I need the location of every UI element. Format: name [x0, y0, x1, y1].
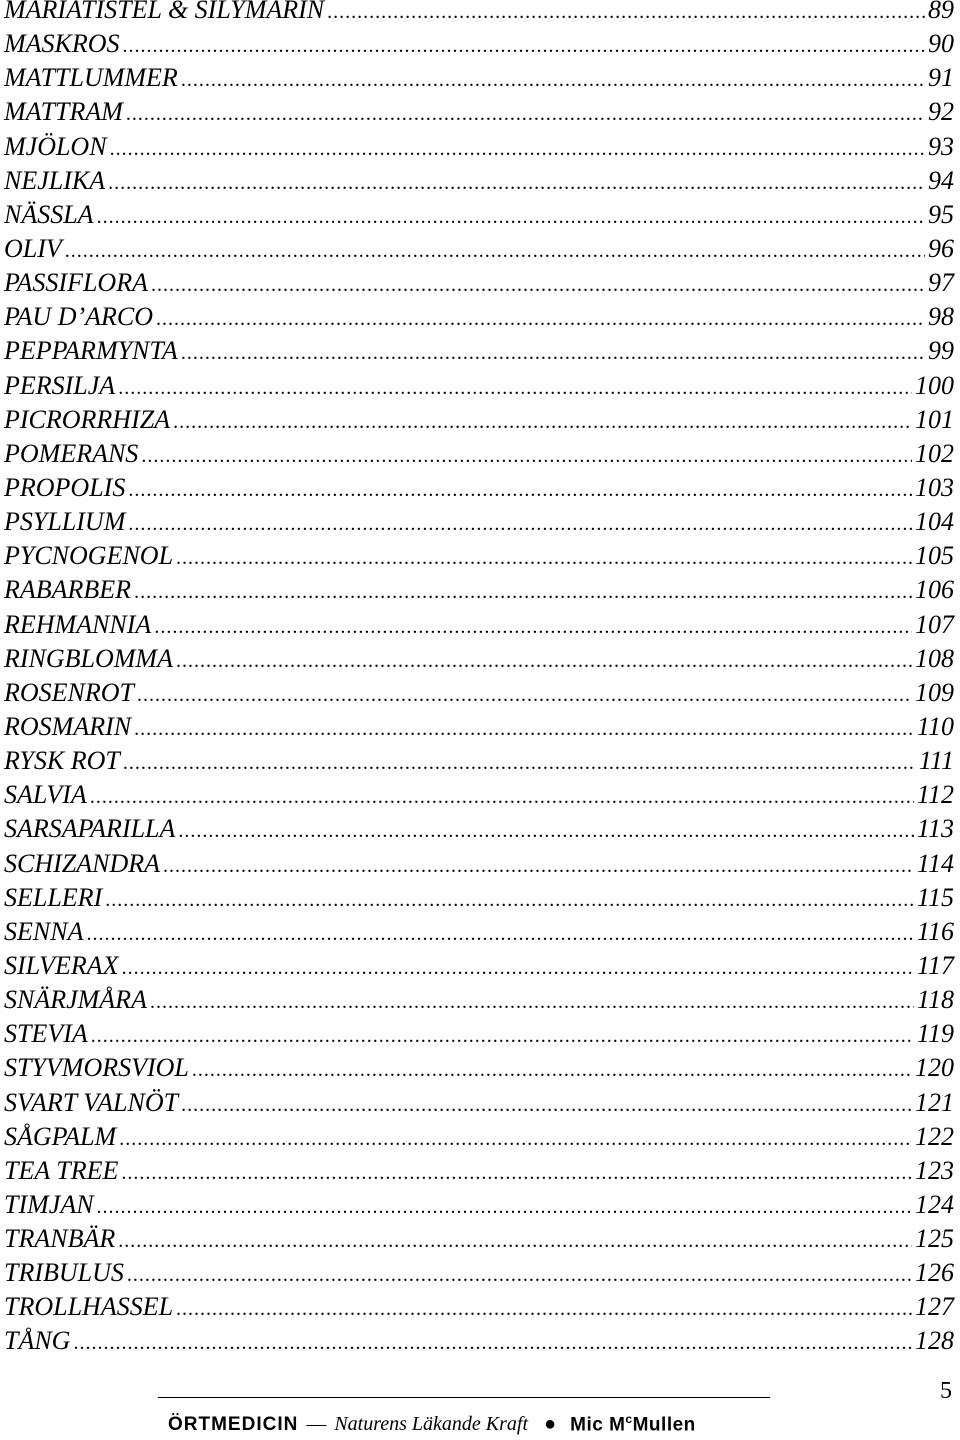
- toc-leader-dots: [151, 268, 925, 302]
- toc-entry-page: 112: [916, 780, 954, 810]
- toc-entry-page: 106: [915, 575, 954, 605]
- toc-entry: [4, 778, 954, 812]
- toc-entry-page: 119: [916, 1019, 954, 1049]
- toc-entry-title: RINGBLOMMA: [4, 643, 173, 673]
- toc-entry-title: SNÄRJMÅRA: [4, 985, 147, 1015]
- toc-entry-title: SÅGPALM: [4, 1121, 117, 1151]
- toc-entry: [4, 95, 954, 129]
- toc-entry-page: 128: [915, 1326, 954, 1356]
- toc-leader-dots: [105, 883, 914, 917]
- toc-entry: [4, 642, 954, 676]
- toc-leader-dots: [127, 1258, 912, 1292]
- toc-leader-dots: [156, 302, 925, 336]
- toc-leader-dots: [134, 575, 912, 609]
- toc-entry-title: TIMJAN: [4, 1189, 94, 1219]
- toc-entry-title: REHMANNIA: [4, 609, 152, 639]
- toc-entry-page: 125: [915, 1224, 954, 1254]
- toc-entry-page: 102: [915, 438, 954, 468]
- toc-entry-title: MARIATISTEL & SILYMARIN: [4, 0, 325, 24]
- footer-dash: —: [306, 1413, 327, 1436]
- toc-entry-title: ROSENROT: [4, 677, 134, 707]
- toc-leader-dots: [121, 1156, 912, 1190]
- toc-entry: [4, 1256, 954, 1290]
- toc-entry-page: 111: [918, 746, 954, 776]
- toc-leader-dots: [137, 678, 912, 712]
- toc-entry: [4, 1290, 954, 1324]
- toc-entry-page: 109: [915, 677, 954, 707]
- toc-entry-title: MJÖLON: [4, 131, 107, 161]
- toc-leader-dots: [181, 336, 925, 370]
- toc-leader-dots: [73, 1326, 912, 1360]
- toc-entry: [4, 949, 954, 983]
- toc-entry: [4, 1154, 954, 1188]
- toc-leader-dots: [176, 644, 912, 678]
- toc-entry-page: 123: [915, 1155, 954, 1185]
- toc-entry-title: SILVERAX: [4, 950, 119, 980]
- toc-entry-page: 120: [915, 1053, 954, 1083]
- toc-entry-page: 89: [928, 0, 954, 24]
- toc-entry-title: MASKROS: [4, 29, 120, 59]
- footer-author: [570, 1404, 696, 1440]
- toc-entry-page: 94: [928, 165, 954, 195]
- toc-entry: [4, 847, 954, 881]
- toc-entry: [4, 130, 954, 164]
- toc-entry: [4, 232, 954, 266]
- toc-entry-page: 107: [915, 609, 954, 639]
- toc-leader-dots: [134, 712, 914, 746]
- toc-entry: [4, 471, 954, 505]
- toc-entry-page: 126: [915, 1258, 954, 1288]
- toc-entry-title: PERSILJA: [4, 370, 116, 400]
- toc-entry: [4, 1051, 954, 1085]
- toc-leader-dots: [118, 1224, 912, 1258]
- toc-leader-dots: [118, 371, 912, 405]
- toc-entry-title: TRANBÄR: [4, 1224, 116, 1254]
- toc-entry: [4, 710, 954, 744]
- toc-entry: [4, 1188, 954, 1222]
- page-number: 5: [940, 1378, 952, 1404]
- toc-leader-dots: [123, 746, 916, 780]
- toc-entry-page: 99: [928, 336, 954, 366]
- toc-entry-title: NEJLIKA: [4, 165, 106, 195]
- toc-leader-dots: [192, 1053, 912, 1087]
- footer-divider: [158, 1397, 770, 1398]
- toc-leader-dots: [327, 0, 925, 29]
- toc-leader-dots: [119, 1122, 912, 1156]
- toc-leader-dots: [126, 97, 925, 131]
- toc-entry-page: 124: [915, 1189, 954, 1219]
- toc-entry: [4, 334, 954, 368]
- toc-leader-dots: [110, 132, 925, 166]
- toc-leader-dots: [181, 1088, 912, 1122]
- toc-entry-title: ROSMARIN: [4, 711, 132, 741]
- toc-leader-dots: [128, 507, 912, 541]
- toc-entry-page: 91: [928, 63, 954, 93]
- toc-leader-dots: [178, 814, 914, 848]
- toc-leader-dots: [90, 780, 914, 814]
- toc-entry: [4, 369, 954, 403]
- toc-entry: [4, 403, 954, 437]
- toc-leader-dots: [108, 166, 925, 200]
- toc-entry: [4, 1086, 954, 1120]
- toc-entry: [4, 812, 954, 846]
- toc-entry-page: 93: [928, 131, 954, 161]
- toc-entry-page: 117: [916, 950, 954, 980]
- toc-entry-title: MATTRAM: [4, 97, 123, 127]
- toc-entry: [4, 1120, 954, 1154]
- toc-entry-page: 105: [915, 541, 954, 571]
- toc-leader-dots: [173, 405, 912, 439]
- toc-leader-dots: [150, 985, 914, 1019]
- toc-entry: [4, 915, 954, 949]
- toc-entry-title: STYVMORSVIOL: [4, 1053, 189, 1083]
- toc-entry-title: SCHIZANDRA: [4, 848, 160, 878]
- toc-leader-dots: [176, 1292, 912, 1326]
- toc-entry: [4, 300, 954, 334]
- toc-leader-dots: [123, 29, 925, 63]
- toc-entry-page: 104: [915, 507, 954, 537]
- footer-brand: ÖRTMEDICIN: [168, 1414, 299, 1436]
- toc-entry: [4, 676, 954, 710]
- author-name-superscript: c: [625, 1412, 633, 1426]
- toc-entry-title: PICRORRHIZA: [4, 404, 171, 434]
- toc-entry-page: 116: [916, 916, 954, 946]
- toc-entry-page: 96: [928, 233, 954, 263]
- author-name-suffix: Mullen: [632, 1414, 696, 1436]
- toc-entry-title: SENNA: [4, 916, 84, 946]
- toc-entry: [4, 573, 954, 607]
- toc-entry-title: SVART VALNÖT: [4, 1087, 179, 1117]
- toc-entry-title: RYSK ROT: [4, 746, 120, 776]
- toc-entry: [4, 983, 954, 1017]
- footer-bullet-icon: ●: [544, 1413, 557, 1436]
- toc-entry: [4, 61, 954, 95]
- toc-entry: [4, 881, 954, 915]
- toc-entry-title: TÅNG: [4, 1326, 71, 1356]
- toc-entry: [4, 505, 954, 539]
- toc-entry-page: 118: [916, 985, 954, 1015]
- toc-leader-dots: [141, 439, 912, 473]
- toc-entry: [4, 1222, 954, 1256]
- toc-entry-title: SELLERI: [4, 882, 103, 912]
- toc-entry: [4, 437, 954, 471]
- toc-entry-page: 101: [915, 404, 954, 434]
- toc-entry-page: 108: [915, 643, 954, 673]
- toc-leader-dots: [86, 917, 913, 951]
- toc-entry-title: PSYLLIUM: [4, 507, 126, 537]
- toc-entry-title: TEA TREE: [4, 1155, 119, 1185]
- toc-entry-title: RABARBER: [4, 575, 132, 605]
- toc-entry: [4, 0, 954, 27]
- toc-entry-title: PROPOLIS: [4, 472, 126, 502]
- toc-entry-page: 103: [915, 472, 954, 502]
- toc-entry-title: SARSAPARILLA: [4, 814, 176, 844]
- toc-entry-page: 113: [916, 814, 954, 844]
- toc-entry-title: PYCNOGENOL: [4, 541, 174, 571]
- toc-leader-dots: [176, 541, 912, 575]
- toc-entry-page: 100: [915, 370, 954, 400]
- toc-leader-dots: [154, 610, 912, 644]
- toc-leader-dots: [163, 849, 914, 883]
- toc-entry: [4, 608, 954, 642]
- toc-entry: [4, 539, 954, 573]
- toc-entry-title: MATTLUMMER: [4, 63, 178, 93]
- toc-entry-page: 115: [916, 882, 954, 912]
- toc-leader-dots: [128, 473, 912, 507]
- toc-leader-dots: [181, 63, 925, 97]
- toc-entry: [4, 27, 954, 61]
- toc-entry: [4, 1324, 954, 1358]
- toc-entry-title: STEVIA: [4, 1019, 88, 1049]
- toc-entry-title: PASSIFLORA: [4, 268, 148, 298]
- toc-entry-title: SALVIA: [4, 780, 87, 810]
- toc-entry-title: POMERANS: [4, 438, 139, 468]
- toc-entry-page: 110: [916, 711, 954, 741]
- toc-entry: [4, 164, 954, 198]
- toc-entry-page: 127: [915, 1292, 954, 1322]
- toc-entry-page: 97: [928, 268, 954, 298]
- toc-entry-page: 98: [928, 302, 954, 332]
- author-name-prefix: Mic M: [570, 1414, 626, 1436]
- toc-leader-dots: [65, 234, 925, 268]
- toc-entry-title: TRIBULUS: [4, 1258, 124, 1288]
- toc-entry-page: 95: [928, 199, 954, 229]
- toc-entry: [4, 266, 954, 300]
- toc-entry-title: OLIV: [4, 233, 62, 263]
- toc-entry-title: NÄSSLA: [4, 199, 94, 229]
- page-footer: [168, 1404, 696, 1434]
- toc-entry-page: 92: [928, 97, 954, 127]
- footer-tagline: Naturens Läkande Kraft: [334, 1413, 529, 1436]
- toc-entry-title: PAU D’ARCO: [4, 302, 154, 332]
- toc-entry: [4, 198, 954, 232]
- toc-entry-page: 114: [916, 848, 954, 878]
- toc-entry-page: 90: [928, 29, 954, 59]
- toc-entry-page: 121: [915, 1087, 954, 1117]
- toc-entry-page: 122: [915, 1121, 954, 1151]
- toc-entry-title: PEPPARMYNTA: [4, 336, 178, 366]
- table-of-contents: [4, 0, 954, 1359]
- toc-leader-dots: [97, 1190, 912, 1224]
- toc-entry: [4, 1017, 954, 1051]
- toc-entry: [4, 744, 954, 778]
- toc-leader-dots: [122, 951, 914, 985]
- toc-leader-dots: [91, 1019, 914, 1053]
- toc-leader-dots: [97, 200, 925, 234]
- toc-entry-title: TROLLHASSEL: [4, 1292, 174, 1322]
